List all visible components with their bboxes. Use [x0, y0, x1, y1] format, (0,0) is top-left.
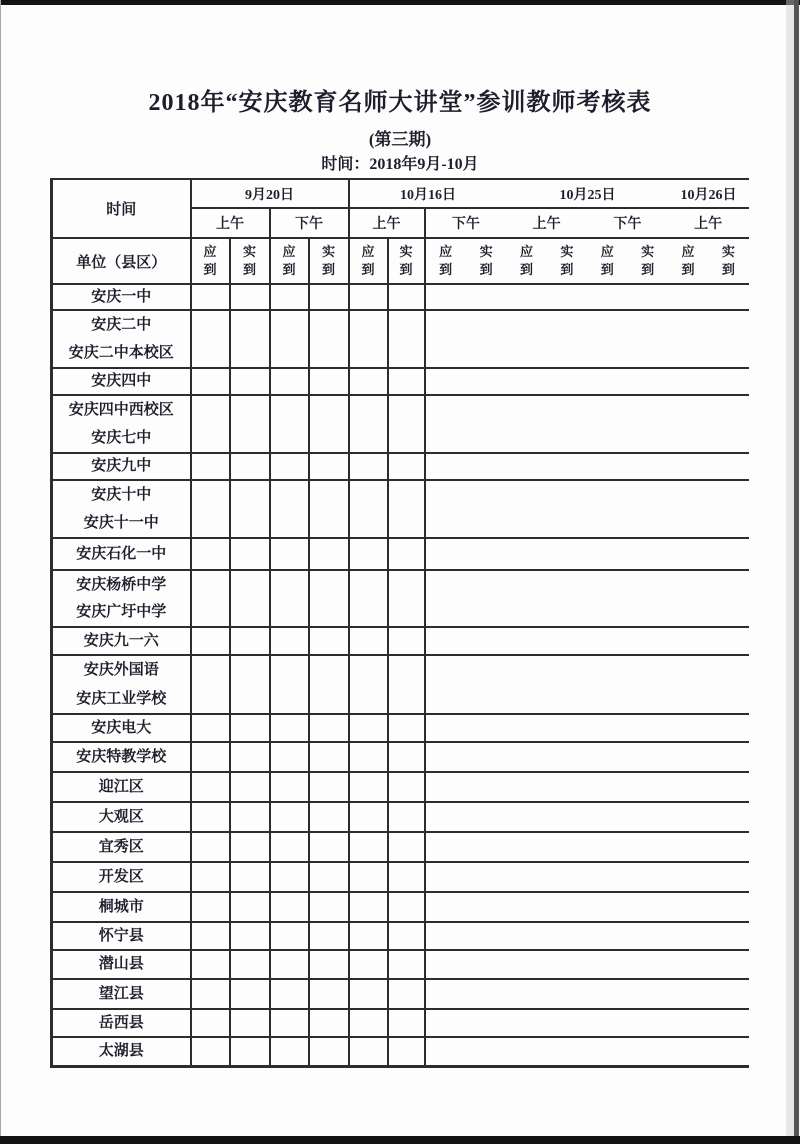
unit-label-line: 安庆杨桥中学 [76, 576, 167, 593]
attendance-cell-empty [388, 310, 425, 368]
session-header-am-4: 上午 [694, 217, 723, 232]
attendance-cell-empty [349, 1037, 388, 1066]
attendance-cell-empty [388, 570, 425, 627]
attendance-area-empty [425, 538, 749, 570]
unit-label-cell [52, 538, 191, 570]
attendance-cell-empty [349, 892, 388, 922]
document-title: 2018年“安庆教育名师大讲堂”参训教师考核表 [148, 90, 652, 116]
attendance-cell-empty [270, 368, 309, 395]
attendance-cell-empty [349, 802, 388, 832]
unit-label-line: 安庆广圩中学 [76, 604, 167, 620]
attendance-cell-empty [309, 950, 349, 979]
attendance-cell-empty [191, 892, 230, 922]
attendance-cell-empty [309, 310, 349, 368]
header-row-dates [52, 179, 749, 208]
unit-label-line: 潜山县 [98, 956, 144, 973]
attendance-area-empty [425, 627, 749, 655]
attendance-cell-empty [388, 627, 425, 655]
unit-label-line: 安庆特教学校 [76, 748, 167, 765]
attendance-cell-empty [349, 1009, 388, 1037]
unit-label-cell [52, 655, 191, 714]
actual-header [388, 238, 425, 284]
attendance-cell-empty [230, 480, 270, 538]
date-header-group [349, 179, 749, 208]
attendance-cell-empty [270, 714, 309, 742]
expected-header [426, 243, 466, 278]
attendance-cell-empty [388, 979, 425, 1009]
attendance-cell-empty [309, 862, 349, 892]
unit-label-line: 安庆外国语 [83, 662, 159, 678]
corner-unit-cell: 单位（县区） [52, 238, 191, 284]
attendance-cell-empty [388, 742, 425, 772]
unit-label-line: 安庆七中 [91, 429, 152, 446]
attendance-cell-empty [191, 979, 230, 1009]
unit-label-line: 安庆九中 [91, 458, 152, 475]
unit-label-cell [52, 979, 191, 1009]
unit-label-cell [52, 480, 191, 538]
unit-label-cell [52, 950, 191, 979]
attendance-cell-empty [230, 310, 270, 368]
actual-header [309, 238, 349, 284]
unit-label-line: 宜秀区 [98, 838, 144, 855]
unit-label-line: 太湖县 [98, 1043, 144, 1059]
attendance-cell-empty [230, 892, 270, 922]
attendance-cell-empty [270, 310, 309, 368]
attendance-cell-empty [349, 453, 388, 480]
actual-header [547, 243, 587, 278]
unit-row [52, 979, 749, 1009]
attendance-cell-empty [388, 862, 425, 892]
actual-header [708, 243, 748, 278]
unit-label-line: 大观区 [98, 808, 144, 825]
attendance-cell-empty [191, 284, 230, 310]
attendance-cell-empty [270, 1009, 309, 1037]
document-time-range: 时间：2018年9月-10月 [321, 156, 479, 173]
actual-header [466, 243, 506, 278]
attendance-cell-empty [309, 453, 349, 480]
attendance-cell-empty [309, 772, 349, 802]
unit-label-cell [52, 453, 191, 480]
unit-row [52, 802, 749, 832]
date-header-oct25: 10月25日 [559, 187, 616, 203]
attendance-area-empty [425, 979, 749, 1009]
unit-row [52, 395, 749, 453]
unit-row [52, 627, 749, 655]
unit-row [52, 892, 749, 922]
attendance-cell-empty [230, 742, 270, 772]
expected-header-text: 应到 [282, 244, 296, 277]
attendance-cell-empty [270, 802, 309, 832]
attendance-cell-empty [309, 627, 349, 655]
attendance-area-empty [425, 922, 749, 950]
attendance-area-empty [425, 310, 749, 368]
unit-row [52, 922, 749, 950]
attendance-cell-empty [349, 772, 388, 802]
unit-row [52, 538, 749, 570]
session-header-pm-3: 下午 [613, 217, 642, 232]
expected-header-text: 应到 [439, 244, 453, 277]
attendance-cell-empty [349, 538, 388, 570]
unit-label-line: 迎江区 [98, 778, 144, 795]
attendance-cell-empty [191, 714, 230, 742]
attendance-cell-empty [270, 862, 309, 892]
attendance-area-empty [425, 892, 749, 922]
attendance-cell-empty [309, 480, 349, 538]
attendance-cell-empty [270, 480, 309, 538]
attendance-area-empty [425, 1009, 749, 1037]
attendance-cell-empty [191, 453, 230, 480]
unit-label-line: 望江县 [98, 985, 144, 1002]
expected-header-text: 应到 [681, 244, 695, 277]
attendance-cell-empty [191, 538, 230, 570]
attendance-cell-empty [309, 802, 349, 832]
attendance-cell-empty [349, 862, 388, 892]
attendance-cell-empty [230, 627, 270, 655]
attendance-cell-empty [270, 1037, 309, 1066]
attendance-cell-empty [388, 1037, 425, 1066]
actual-header [627, 243, 667, 278]
actual-header-text: 实到 [560, 244, 574, 277]
attendance-cell-empty [309, 538, 349, 570]
unit-row [52, 950, 749, 979]
actual-header-text: 实到 [721, 244, 735, 277]
attendance-cell-empty [309, 714, 349, 742]
attendance-cell-empty [191, 395, 230, 453]
unit-row [52, 742, 749, 772]
attendance-table [50, 178, 749, 1068]
attendance-cell-empty [388, 832, 425, 862]
unit-label-cell [52, 368, 191, 395]
attendance-cell-empty [191, 950, 230, 979]
attendance-cell-empty [388, 480, 425, 538]
attendance-cell-empty [349, 922, 388, 950]
attendance-cell-empty [230, 1009, 270, 1037]
attendance-cell-empty [270, 772, 309, 802]
attendance-cell-empty [230, 453, 270, 480]
attendance-area-empty [425, 772, 749, 802]
attendance-cell-empty [309, 368, 349, 395]
expected-header-text: 应到 [600, 244, 614, 277]
attendance-area-empty [425, 862, 749, 892]
attendance-cell-empty [388, 922, 425, 950]
attendance-cell-empty [309, 570, 349, 627]
unit-label-cell [52, 310, 191, 368]
attendance-area-empty [425, 284, 749, 310]
attendance-cell-empty [349, 570, 388, 627]
actual-header-text: 实到 [641, 244, 655, 277]
unit-label-line: 安庆电大 [91, 719, 152, 736]
attendance-cell-empty [349, 742, 388, 772]
actual-header-text: 实到 [479, 244, 493, 277]
attendance-cell-empty [230, 655, 270, 714]
session-header-am-1: 上午 [191, 208, 270, 238]
attendance-area-empty [425, 570, 749, 627]
attendance-cell-empty [349, 627, 388, 655]
attendance-cell-empty [388, 802, 425, 832]
unit-label-line: 桐城市 [98, 898, 144, 915]
attendance-cell-empty [349, 714, 388, 742]
unit-row [52, 480, 749, 538]
attendance-cell-empty [309, 742, 349, 772]
unit-label-line: 安庆一中 [91, 288, 152, 305]
expected-header-text: 应到 [361, 244, 375, 277]
corner-time-cell: 时间 [52, 179, 191, 238]
unit-row [52, 655, 749, 714]
unit-label-line: 安庆石化一中 [76, 545, 167, 562]
unit-row [52, 714, 749, 742]
attendance-cell-empty [388, 892, 425, 922]
unit-row [52, 368, 749, 395]
attendance-cell-empty [270, 832, 309, 862]
expected-header-text: 应到 [203, 244, 217, 277]
attendance-cell-empty [349, 395, 388, 453]
unit-row [52, 862, 749, 892]
attendance-cell-empty [230, 802, 270, 832]
session-header-am-2: 上午 [349, 208, 425, 238]
attendance-cell-empty [388, 284, 425, 310]
date-header-sep20: 9月20日 [191, 179, 349, 208]
expected-header-text: 应到 [519, 244, 533, 277]
unit-row [52, 772, 749, 802]
attendance-cell-empty [309, 832, 349, 862]
unit-label-line: 开发区 [98, 868, 144, 885]
actual-header-text: 实到 [399, 244, 413, 277]
attendance-cell-empty [191, 627, 230, 655]
attendance-cell-empty [230, 832, 270, 862]
unit-label-cell [52, 922, 191, 950]
scan-edge-top [0, 0, 800, 5]
attendance-cell-empty [191, 742, 230, 772]
unit-row [52, 453, 749, 480]
unit-label-cell [52, 1037, 191, 1066]
attendance-cell-empty [388, 655, 425, 714]
attendance-cell-empty [309, 284, 349, 310]
attendance-header-group [425, 238, 749, 284]
unit-label-line: 安庆四中 [91, 373, 152, 390]
session-header-am-3: 上午 [532, 217, 561, 232]
attendance-cell-empty [349, 284, 388, 310]
unit-label-line: 安庆十一中 [83, 514, 159, 531]
attendance-area-empty [425, 453, 749, 480]
unit-label-cell [52, 1009, 191, 1037]
scan-edge-bottom [0, 1136, 800, 1144]
document-subtitle: (第三期) [368, 130, 432, 149]
attendance-cell-empty [349, 480, 388, 538]
unit-label-line: 怀宁县 [98, 927, 144, 944]
attendance-cell-empty [309, 979, 349, 1009]
attendance-cell-empty [191, 570, 230, 627]
attendance-area-empty [425, 742, 749, 772]
attendance-area-empty [425, 802, 749, 832]
unit-row [52, 1009, 749, 1037]
unit-label-line: 岳西县 [98, 1014, 144, 1031]
attendance-cell-empty [230, 922, 270, 950]
date-header-oct16: 10月16日 [400, 187, 456, 203]
attendance-cell-empty [191, 832, 230, 862]
unit-label-line: 安庆十中 [91, 486, 152, 503]
attendance-cell-empty [191, 922, 230, 950]
attendance-cell-empty [349, 310, 388, 368]
attendance-cell-empty [230, 862, 270, 892]
attendance-area-empty [425, 480, 749, 538]
attendance-cell-empty [191, 1009, 230, 1037]
expected-header [270, 238, 309, 284]
attendance-cell-empty [191, 655, 230, 714]
attendance-cell-empty [309, 1037, 349, 1066]
attendance-area-empty [425, 950, 749, 979]
attendance-cell-empty [309, 892, 349, 922]
session-header-group [425, 208, 749, 238]
attendance-cell-empty [309, 922, 349, 950]
attendance-cell-empty [349, 832, 388, 862]
attendance-cell-empty [270, 950, 309, 979]
unit-label-cell [52, 862, 191, 892]
attendance-cell-empty [388, 538, 425, 570]
session-header-pm-1: 下午 [270, 208, 349, 238]
attendance-cell-empty [349, 368, 388, 395]
unit-label-cell [52, 892, 191, 922]
attendance-cell-empty [309, 395, 349, 453]
attendance-cell-empty [270, 979, 309, 1009]
header-row-attendance [52, 238, 749, 284]
attendance-cell-empty [388, 714, 425, 742]
attendance-cell-empty [388, 368, 425, 395]
attendance-area-empty [425, 368, 749, 395]
expected-header [349, 238, 388, 284]
attendance-cell-empty [270, 892, 309, 922]
unit-label-cell [52, 570, 191, 627]
attendance-area-empty [425, 832, 749, 862]
unit-label-line: 安庆二中 [91, 316, 152, 333]
attendance-area-empty [425, 714, 749, 742]
attendance-cell-empty [388, 1009, 425, 1037]
attendance-cell-empty [270, 284, 309, 310]
unit-label-cell [52, 395, 191, 453]
attendance-cell-empty [230, 538, 270, 570]
unit-label-cell [52, 284, 191, 310]
unit-label-cell [52, 714, 191, 742]
unit-row [52, 284, 749, 310]
attendance-area-empty [425, 395, 749, 453]
expected-header [506, 243, 546, 278]
attendance-cell-empty [230, 979, 270, 1009]
attendance-cell-empty [191, 772, 230, 802]
unit-label-line: 安庆九一六 [83, 632, 159, 649]
unit-label-cell [52, 772, 191, 802]
attendance-cell-empty [230, 714, 270, 742]
actual-header-text: 实到 [321, 244, 335, 277]
attendance-cell-empty [230, 950, 270, 979]
unit-label-line: 安庆二中本校区 [68, 344, 174, 361]
attendance-cell-empty [388, 772, 425, 802]
attendance-cell-empty [388, 453, 425, 480]
attendance-cell-empty [191, 802, 230, 832]
attendance-cell-empty [230, 368, 270, 395]
attendance-cell-empty [270, 538, 309, 570]
attendance-area-empty [425, 655, 749, 714]
attendance-cell-empty [191, 862, 230, 892]
attendance-cell-empty [191, 480, 230, 538]
attendance-cell-empty [270, 655, 309, 714]
attendance-cell-empty [230, 395, 270, 453]
attendance-cell-empty [230, 284, 270, 310]
attendance-cell-empty [230, 1037, 270, 1066]
attendance-area-empty [425, 1037, 749, 1066]
attendance-cell-empty [191, 1037, 230, 1066]
attendance-cell-empty [270, 742, 309, 772]
expected-header [668, 243, 708, 278]
unit-label-cell [52, 627, 191, 655]
date-header-oct26: 10月26日 [680, 187, 737, 203]
unit-row [52, 832, 749, 862]
unit-label-line: 安庆工业学校 [76, 690, 167, 707]
attendance-cell-empty [270, 453, 309, 480]
attendance-cell-empty [270, 627, 309, 655]
unit-label-cell [52, 742, 191, 772]
actual-header-text: 实到 [242, 244, 256, 277]
expected-header [191, 238, 230, 284]
unit-label-cell [52, 832, 191, 862]
unit-row [52, 570, 749, 627]
attendance-cell-empty [349, 950, 388, 979]
attendance-cell-empty [349, 979, 388, 1009]
unit-row [52, 1037, 749, 1066]
attendance-cell-empty [191, 310, 230, 368]
expected-header [587, 243, 627, 278]
session-header-pm-2: 下午 [451, 217, 480, 232]
unit-label-cell [52, 802, 191, 832]
attendance-cell-empty [388, 395, 425, 453]
attendance-cell-empty [230, 570, 270, 627]
attendance-cell-empty [270, 570, 309, 627]
attendance-cell-empty [309, 655, 349, 714]
attendance-cell-empty [349, 655, 388, 714]
actual-header [230, 238, 270, 284]
attendance-cell-empty [230, 772, 270, 802]
unit-row [52, 310, 749, 368]
attendance-cell-empty [270, 922, 309, 950]
unit-label-line: 安庆四中西校区 [68, 401, 174, 418]
attendance-cell-empty [270, 395, 309, 453]
attendance-cell-empty [388, 950, 425, 979]
attendance-cell-empty [191, 368, 230, 395]
attendance-cell-empty [309, 1009, 349, 1037]
